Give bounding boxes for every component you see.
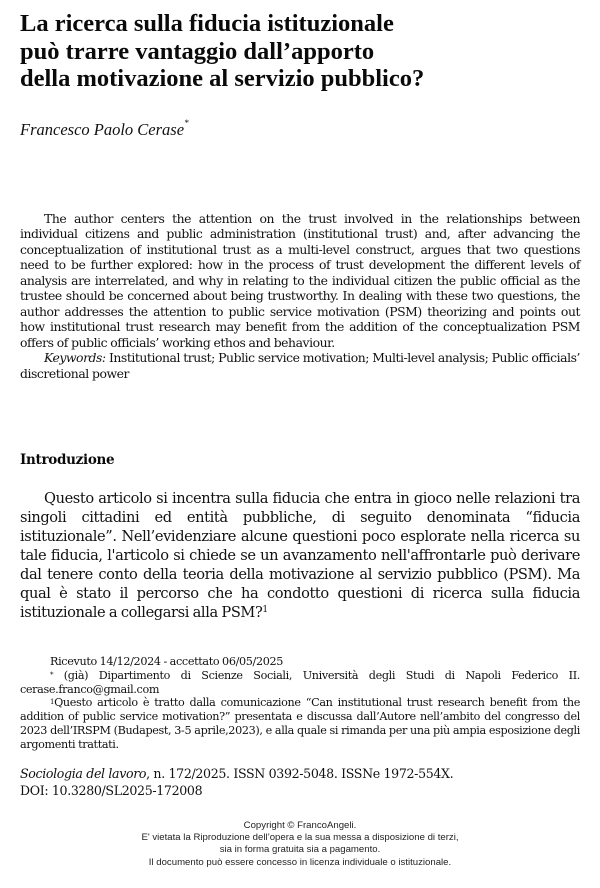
title-line: può trarre vantaggio dall’apporto bbox=[20, 37, 375, 65]
affiliation-mark: * bbox=[50, 670, 54, 679]
received-accepted-dates: Ricevuto 14/12/2024 - accettato 06/05/2025 bbox=[50, 655, 284, 668]
footnote-ref-1: 1 bbox=[262, 605, 268, 615]
title-line: della motivazione al servizio pubblico? bbox=[20, 65, 425, 92]
copyright-line: E' vietata la Riproduzione dell’opera e la sua messa a disposizione di terzi, bbox=[141, 832, 459, 844]
copyright-line: sia in forma gratuita sia a pagamento. bbox=[219, 844, 381, 856]
section-heading-introduzione: Introduzione bbox=[20, 452, 115, 468]
introduction-body bbox=[20, 489, 580, 622]
footnote-1-mark: 1 bbox=[50, 698, 55, 707]
copyright-line: Copyright © FrancoAngeli. bbox=[243, 820, 357, 831]
keywords-list: Institutional trust; Public service motivation; Multi-level analysis; Public officials’ discretional power bbox=[20, 350, 580, 381]
copyright-notice bbox=[0, 820, 600, 869]
journal-citation bbox=[20, 766, 580, 799]
affiliation-text: (già) Dipartimento di Scienze Sociali, Università degli Studi di Napoli Federico II. cerase.franco@gmail.com bbox=[20, 668, 580, 696]
copyright-line: Il documento può essere concesso in licenza individuale o istituzionale. bbox=[148, 856, 452, 868]
journal-line bbox=[20, 766, 580, 783]
footnote-affiliation bbox=[20, 669, 580, 697]
doi: DOI: 10.3280/SL2025-172008 bbox=[20, 782, 203, 798]
journal-name: Sociologia del lavoro bbox=[20, 766, 147, 781]
article-title bbox=[20, 10, 580, 93]
author-name: Francesco Paolo Cerase bbox=[20, 120, 185, 139]
journal-details: , n. 172/2025. ISSN 0392-5048. ISSNe 1972-554X. bbox=[146, 766, 454, 781]
paragraph-text: Questo articolo si incentra sulla fiducia che entra in gioco nelle relazioni tra singoli cittadini ed entità pubbliche, di seguito denominata “fiducia istituzionale”. Nell’evidenziare alcune questioni poco esplorate nella ricerca su tale fiducia, l'articolo si chiede se un avanzamento nell'affrontarle può derivare dal tenere conto della teoria della motivazione al servizio pubblico (PSM). Ma qual è stato il percorso che ha condotto questioni di ricerca sulla fiducia istituzionale a collegarsi alla PSM? bbox=[20, 490, 580, 621]
author-footnote-mark: * bbox=[184, 118, 189, 128]
footnote-1-text: Questo articolo è tratto dalla comunicazione “Can institutional trust research benefit from the addition of public service motivation?” presentata e discussa dall’Autore nell’ambito del congresso del 2023 dell’IRSPM (Budapest, 3-5 aprile,2023), e alla quale si rimanda per una più ampia esposizione degli argomenti trattati. bbox=[20, 696, 580, 751]
abstract-text: The author centers the attention on the trust involved in the relationships between individual citizens and public administration (institutional trust) and, after advancing the conceptualization of institutional trust as a multi-level construct, argues that two questions need to be further explored: how in the process of trust development the different levels of analysis are interrelated, and why in relating to the individual citizen the public official as the trustee should be concerned about being trustworthy. In dealing with these two questions, the author addresses the attention to public service motivation (PSM) theorizing and points out how institutional trust research may benefit from the addition of the conceptualization PSM offers of public officials’ working ethos and behaviour. bbox=[20, 211, 580, 350]
footnote-1 bbox=[20, 696, 580, 751]
keywords-label: Keywords: bbox=[44, 350, 106, 366]
introduction-paragraph bbox=[20, 489, 580, 622]
author-byline bbox=[20, 120, 189, 140]
footnotes bbox=[20, 655, 580, 752]
abstract bbox=[20, 211, 580, 381]
title-line: La ricerca sulla fiducia istituzionale bbox=[20, 10, 394, 37]
keywords bbox=[20, 350, 580, 381]
